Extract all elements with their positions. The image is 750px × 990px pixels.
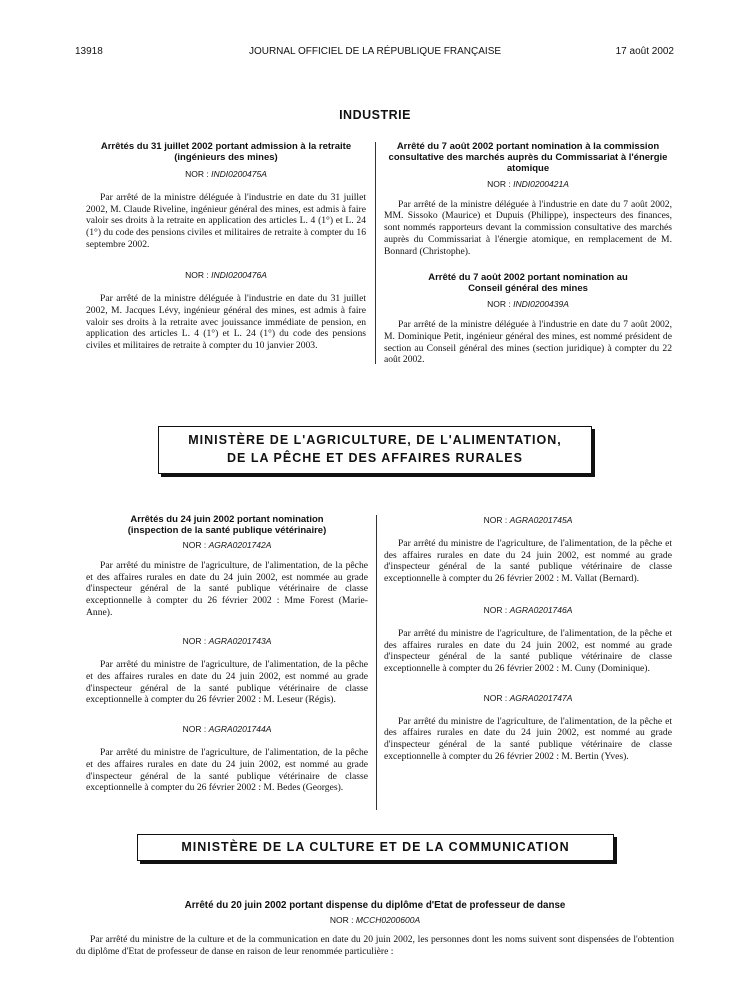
page-number: 13918 (75, 46, 103, 57)
arrete-title: Arrêté du 7 août 2002 portant nomination au Conseil général des mines (428, 272, 628, 295)
arrete-paragraph: Par arrêté de la ministre déléguée à l'industrie en date du 31 juillet 2002, M. Jacques Lévy, ingénieur général des mines, est admis à faire valoir ses droits à la retraite avec jouissance immédiate de pension, en application des articles L. 4 (1°) et L. 24 (1°) du code des pensions civiles et militaires de retraite à compter du 10 janvier 2003. (86, 293, 366, 352)
nor-code: INDI0200421A (513, 178, 569, 189)
nor-code: AGRA0201747A (509, 692, 573, 703)
arrete-paragraph: Par arrêté du ministre de la culture et de la communication en date du 20 juin 2002, les personnes dont les noms suivent sont dispensées de l'obtention du diplôme d'Etat de professeur de danse en raison de leur renommée particulière : (76, 934, 674, 957)
industrie-left-column (86, 142, 366, 352)
nor-code: AGRA0201744A (208, 724, 272, 735)
arrete-paragraph: Par arrêté du ministre de l'agriculture, de l'alimentation, de la pêche et des affaires rurales en date du 24 juin 2002, est nommé au grade d'inspecteur général de la santé publique vétérinaire de classe exceptionnelle à compter du 26 février 2002 : M. Leseur (Régis). (86, 659, 368, 706)
arrete-paragraph: Par arrêté du ministre de l'agriculture, de l'alimentation, de la pêche et des affaires rurales en date du 24 juin 2002, est nommée au grade d'inspecteur général de la santé publique vétérinaire de classe exceptionnelle à compter du 26 février 2002 : Mme Forest (Marie-Anne). (86, 559, 368, 618)
nor-reference: NOR : AGRA0201743A (182, 636, 272, 647)
section-heading-industrie: INDUSTRIE (339, 108, 411, 122)
issue-date: 17 août 2002 (615, 46, 674, 57)
nor-reference: NOR : MCCH0200600A (329, 915, 421, 925)
ministry-box-agriculture (158, 426, 592, 474)
nor-reference: NOR : AGRA0201745A (483, 515, 573, 525)
nor-reference: NOR : AGRA0201747A (483, 692, 573, 703)
arrete-paragraph: Par arrêté de la ministre déléguée à l'industrie en date du 31 juillet 2002, M. Claude Riveline, ingénieur général des mines, est admis à faire valoir ses droits à la retraite en application des articles L. 4 (1°) et L. 24 (1°) du code des pensions civiles et militaires de retraite à compter du 16 septembre 2002. (86, 191, 366, 250)
nor-code: INDI0200475A (211, 168, 267, 179)
arrete-paragraph: Par arrêté du ministre de l'agriculture, de l'alimentation, de la pêche et des affaires rurales en date du 24 juin 2002, est nommé au grade d'inspecteur général de la santé publique vétérinaire de classe exceptionnelle à compter du 26 février 2002 : M. Bertin (Yves). (384, 715, 672, 762)
ministry-name-line: MINISTÈRE DE LA CULTURE ET DE LA COMMUNICATION (181, 840, 570, 854)
arrete-paragraph: Par arrêté de la ministre déléguée à l'industrie en date du 7 août 2002, M. Dominique Petit, ingénieur général des mines, est nommé président de section au Conseil général des mines (section juridique) à compter du 22 août 2002. (384, 319, 672, 366)
arrete-title: Arrêtés du 24 juin 2002 portant nomination (inspection de la santé publique vétérinaire) (127, 514, 327, 536)
nor-reference: NOR : INDI0200421A (487, 178, 569, 189)
arrete-paragraph: Par arrêté du ministre de l'agriculture, de l'alimentation, de la pêche et des affaires rurales en date du 24 juin 2002, est nommé au grade d'inspecteur général de la santé publique vétérinaire de classe exceptionnelle à compter du 26 février 2002 : M. Cuny (Dominique). (384, 627, 672, 674)
arrete-title: Arrêté du 7 août 2002 portant nomination à la commission consultative des marchés auprès du Commissariat à l'énergie atomique (388, 141, 668, 174)
nor-code: AGRA0201743A (208, 636, 272, 647)
column-divider (375, 142, 376, 364)
nor-reference: NOR : AGRA0201746A (483, 604, 573, 615)
ministry-box-culture (137, 834, 614, 861)
column-divider (376, 515, 377, 810)
agriculture-left-column (86, 515, 368, 794)
nor-reference: NOR : INDI0200439A (487, 299, 569, 310)
nor-reference: NOR : INDI0200475A (185, 168, 267, 179)
arrete-title: Arrêté du 20 juin 2002 portant dispense du diplôme d'Etat de professeur de danse (184, 900, 566, 911)
ministry-name-line: DE LA PÊCHE ET DES AFFAIRES RURALES (227, 450, 523, 465)
agriculture-right-column (384, 515, 672, 762)
nor-code: AGRA0201746A (509, 604, 573, 615)
nor-reference: NOR : INDI0200476A (185, 270, 267, 281)
nor-code: AGRA0201745A (509, 515, 573, 525)
arrete-title: Arrêtés du 31 juillet 2002 portant admission à la retraite (ingénieurs des mines) (100, 141, 352, 163)
journal-title: JOURNAL OFFICIEL DE LA RÉPUBLIQUE FRANÇAISE (248, 46, 502, 57)
nor-reference: NOR : AGRA0201742A (182, 539, 272, 550)
arrete-paragraph: Par arrêté de la ministre déléguée à l'industrie en date du 7 août 2002, MM. Sissoko (Maurice) et Dupuis (Philippe), inspecteurs des finances, sont nommés rapporteurs devant la commission consultative des marchés auprès du Commissariat à l'énergie atomique, en remplacement de M. Bonnard (Christophe). (384, 198, 672, 257)
arrete-paragraph: Par arrêté du ministre de l'agriculture, de l'alimentation, de la pêche et des affaires rurales en date du 24 juin 2002, est nommé au grade d'inspecteur général de la santé publique vétérinaire de classe exceptionnelle à compter du 26 février 2002 : M. Bedes (Georges). (86, 747, 368, 794)
industrie-right-column (384, 142, 672, 366)
nor-code: MCCH0200600A (355, 915, 421, 925)
nor-code: AGRA0201742A (208, 539, 272, 550)
nor-code: INDI0200476A (211, 270, 267, 281)
arrete-paragraph: Par arrêté du ministre de l'agriculture, de l'alimentation, de la pêche et des affaires rurales en date du 24 juin 2002, est nommé au grade d'inspecteur général de la santé publique vétérinaire de classe exceptionnelle à compter du 26 février 2002 : M. Vallat (Bernard). (384, 538, 672, 585)
ministry-name-line: MINISTÈRE DE L'AGRICULTURE, DE L'ALIMENTATION, (188, 433, 562, 447)
nor-code: INDI0200439A (513, 299, 569, 310)
nor-reference: NOR : AGRA0201744A (182, 724, 272, 735)
